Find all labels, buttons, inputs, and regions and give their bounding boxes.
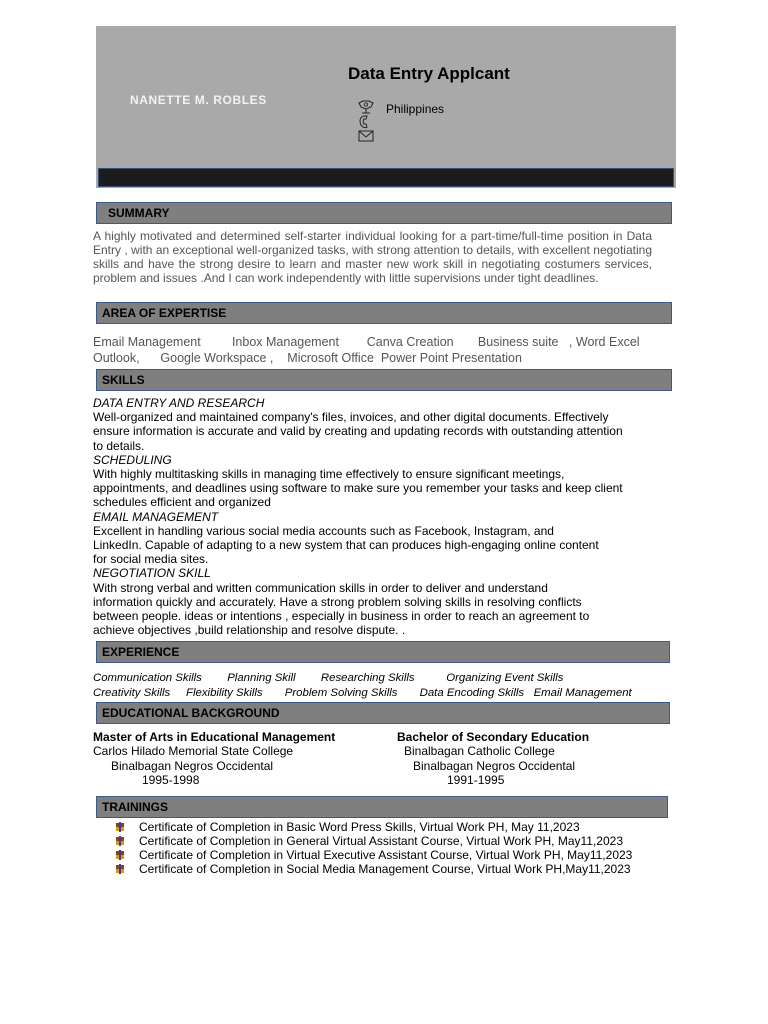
section-education: EDUCATIONAL BACKGROUND — [96, 702, 670, 724]
skill-block — [93, 396, 668, 453]
skill-title: DATA ENTRY AND RESEARCH — [93, 396, 265, 410]
education-degree: Master of Arts in Educational Management — [93, 730, 336, 744]
skill-line: With strong verbal and written communication skills in order to deliver and understand — [93, 580, 548, 595]
skill-block — [93, 510, 668, 567]
header-divider-bar — [98, 168, 674, 187]
list-item — [114, 834, 632, 848]
education-years: 1995-1998 — [142, 773, 200, 787]
skill-line: ensure information is accurate and valid by creating and updating records with outstanding attention — [93, 424, 623, 439]
training-text: Certificate of Completion in Social Media Management Course, Virtual Work PH,May11,2023 — [139, 862, 631, 876]
list-item — [114, 848, 632, 862]
skill-block — [93, 566, 668, 637]
bullet-icon — [114, 822, 126, 832]
skill-line: With highly multitasking skills in managing time effectively to ensure significant meetings, — [93, 467, 565, 482]
bullet-icon — [114, 836, 126, 846]
section-experience: EXPERIENCE — [96, 641, 670, 663]
experience-line: Creativity Skills Flexibility Skills Problem Solving Skills Data Encoding Skills Email Management — [93, 687, 632, 699]
training-text: Certificate of Completion in Virtual Executive Assistant Course, Virtual Work PH, May11,2023 — [139, 848, 633, 862]
skill-line: schedules efficient and organized — [93, 495, 271, 510]
skill-line: for social media sites. — [93, 552, 209, 567]
page-title: Data Entry Applcant — [348, 64, 510, 83]
location-icon — [356, 100, 376, 114]
section-trainings: TRAININGS — [96, 796, 668, 818]
expertise-line: Email Management Inbox Management Canva Creation Business suite , Word Excel — [93, 335, 640, 349]
education-location: Binalbagan Negros Occidental — [413, 759, 576, 773]
skill-line: Excellent in handling various social media accounts such as Facebook, Instagram, and — [93, 523, 554, 538]
list-item — [114, 862, 632, 876]
skill-line: appointments, and deadlines using software to make sure you remember your tasks and keep client — [93, 481, 623, 496]
skill-title: SCHEDULING — [93, 452, 172, 467]
skill-block — [93, 453, 668, 510]
education-school: Carlos Hilado Memorial State College — [93, 744, 294, 758]
education-degree: Bachelor of Secondary Education — [397, 730, 590, 744]
email-icon — [356, 129, 376, 143]
education-school: Binalbagan Catholic College — [404, 744, 555, 758]
expertise-line: Outlook, Google Workspace , Microsoft Office Power Point Presentation — [93, 351, 522, 365]
skill-line: information quickly and accurately. Have a strong problem solving skills in resolving conflicts — [93, 594, 582, 609]
skills-list — [93, 396, 668, 637]
training-text: Certificate of Completion in Basic Word Press Skills, Virtual Work PH, May 11,2023 — [139, 820, 580, 834]
skill-line: Well-organized and maintained company's files, invoices, and other digital documents. Effectively — [93, 410, 609, 425]
location-text: Philippines — [386, 102, 445, 116]
training-text: Certificate of Completion in General Virtual Assistant Course, Virtual Work PH, May11,2023 — [139, 834, 624, 848]
skill-title: NEGOTIATION SKILL — [93, 566, 211, 581]
skill-line: to details. — [93, 438, 145, 453]
summary-text: A highly motivated and determined self-starter individual looking for a part-time/full-time position in Data Entry , with an exceptional well-organized tasks, with strong attention to details, with excellent negotiating skills and have the strong desire to learn and master new work skill in negotiating costumers services, problem and issues .And I can work independently with little supervisions under tight deadlines. — [93, 229, 652, 285]
skill-line: achieve objectives ,build relationship and resolve dispute. . — [93, 623, 406, 638]
bullet-icon — [114, 864, 126, 874]
skill-line: between people. ideas or intentions , especially in business in order to reach an agreement to — [93, 609, 590, 624]
list-item — [114, 820, 632, 834]
trainings-list — [114, 820, 632, 876]
skill-title: EMAIL MANAGEMENT — [93, 509, 219, 524]
skill-line: LinkedIn. Capable of adapting to a new system that can produces high-engaging online content — [93, 538, 599, 553]
education-location: Binalbagan Negros Occidental — [111, 759, 274, 773]
section-summary: SUMMARY — [96, 202, 672, 224]
experience-line: Communication Skills Planning Skill Researching Skills Organizing Event Skills — [93, 672, 564, 684]
section-skills: SKILLS — [96, 369, 672, 391]
section-expertise: AREA OF EXPERTISE — [96, 302, 672, 324]
phone-icon — [356, 115, 376, 129]
applicant-name: NANETTE M. ROBLES — [130, 93, 267, 107]
bullet-icon — [114, 850, 126, 860]
education-years: 1991-1995 — [447, 773, 505, 787]
